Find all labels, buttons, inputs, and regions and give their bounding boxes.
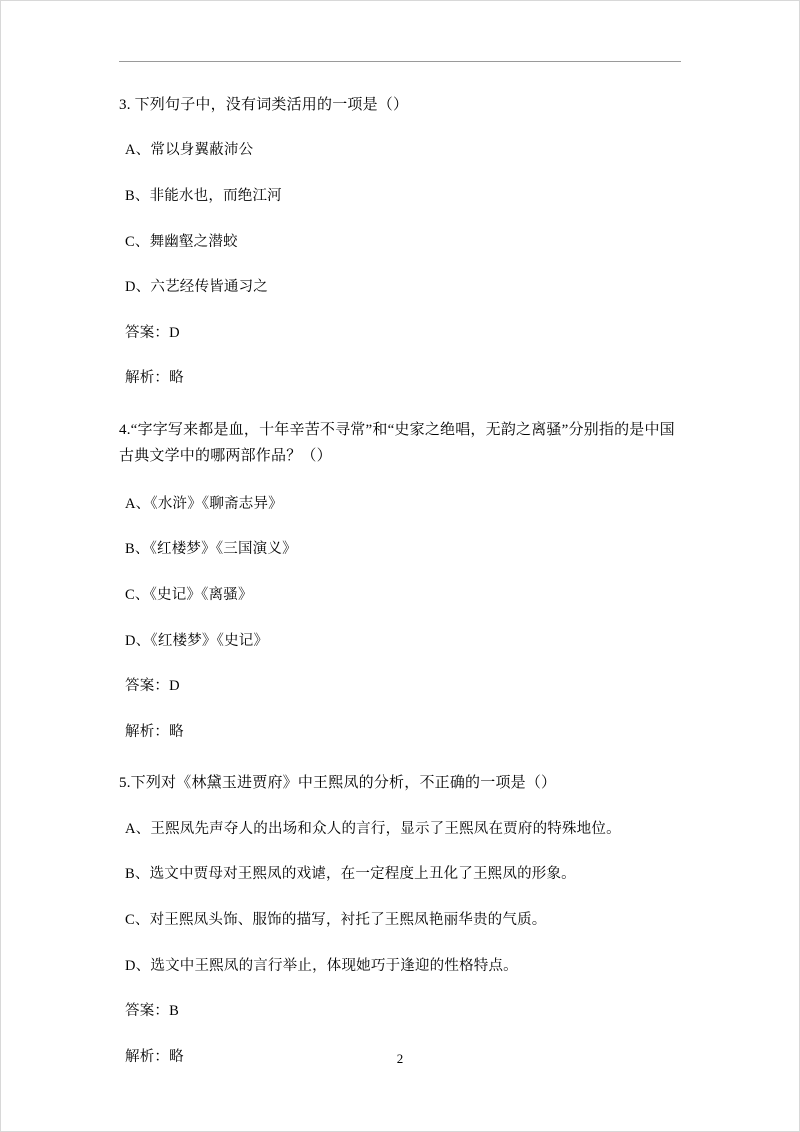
option-c: C、《史记》《离骚》: [125, 586, 253, 603]
answer-line: 答案：D: [125, 324, 180, 341]
option-c: C、对王熙凤头饰、服饰的描写，衬托了王熙凤艳丽华贵的气质。: [125, 911, 547, 928]
explanation-line: 解析：略: [125, 370, 184, 387]
page-content: [119, 61, 681, 1096]
question-block: [119, 770, 681, 1069]
answer-line: 答案：B: [125, 1003, 179, 1020]
option-d: D、《红楼梦》《史记》: [125, 632, 269, 649]
option-b: B、选文中贾母对王熙凤的戏谑，在一定程度上丑化了王熙凤的形象。: [125, 866, 576, 883]
option-a: A、王熙凤先声夺人的出场和众人的言行，显示了王熙凤在贾府的特殊地位。: [125, 820, 621, 837]
question-stem: 3. 下列句子中，没有词类活用的一项是（）: [119, 97, 409, 113]
question-stem: 4.“字字写来都是血，十年辛苦不寻常”和“史家之绝唱，无韵之离骚”分别指的是中国古典文学中的哪两部作品？（）: [119, 422, 675, 465]
question-block: [119, 92, 681, 391]
option-a: A、《水浒》《聊斋志异》: [125, 495, 283, 512]
option-d: D、六艺经传皆通习之: [125, 279, 268, 296]
page-number: 2: [396, 1051, 404, 1066]
explanation-line: 解析：略: [125, 723, 184, 740]
option-b: B、非能水也，而绝江河: [125, 187, 282, 204]
option-b: B、《红楼梦》《三国演义》: [125, 541, 297, 558]
question-stem: 5.下列对《林黛玉进贾府》中王熙凤的分析，不正确的一项是（）: [119, 775, 557, 792]
header-divider: [119, 61, 681, 62]
explanation-line: 解析：略: [125, 1048, 184, 1065]
option-c: C、舞幽壑之潜蛟: [125, 233, 238, 250]
option-a: A、常以身翼蔽沛公: [125, 142, 254, 159]
option-d: D、选文中王熙凤的言行举止，体现她巧于逢迎的性格特点。: [125, 957, 518, 974]
question-block: [119, 417, 681, 744]
answer-line: 答案：D: [125, 678, 180, 695]
